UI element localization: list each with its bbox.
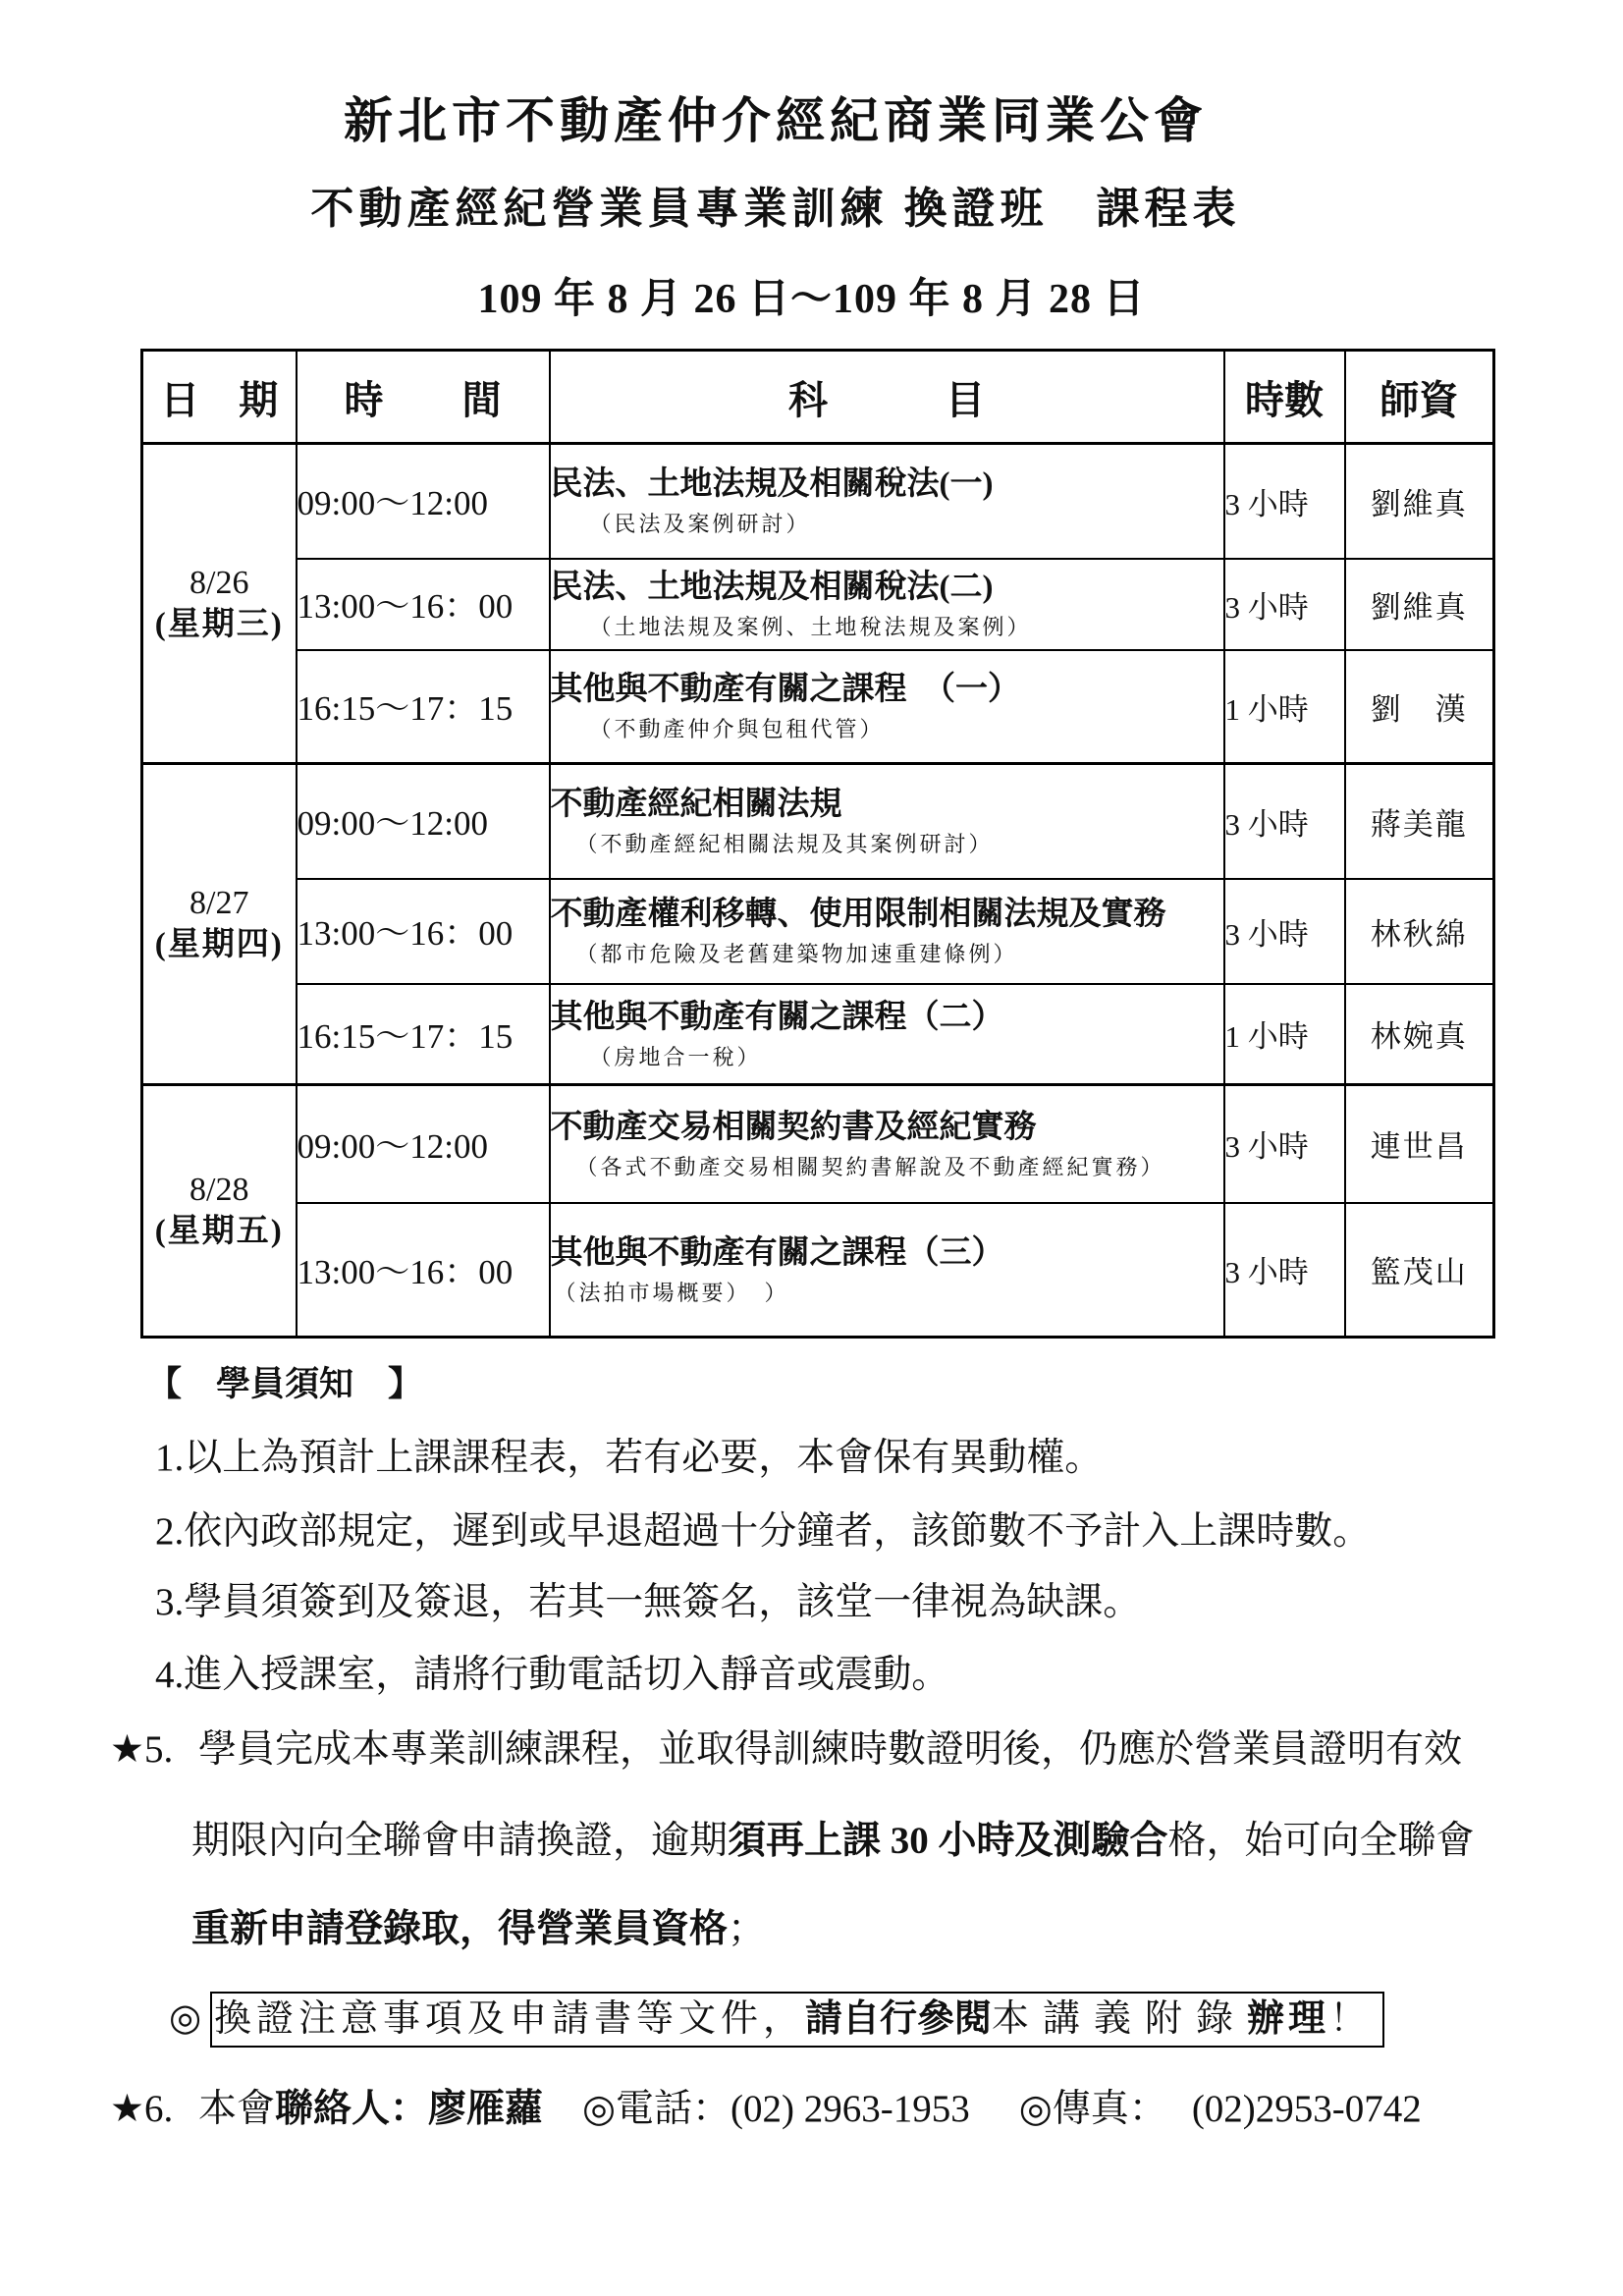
date-cell bbox=[142, 1085, 297, 1338]
table-row bbox=[142, 444, 1494, 559]
date-label: 8/28 bbox=[189, 1172, 249, 1208]
subject-cell bbox=[550, 984, 1224, 1085]
hours-cell: 3 小時 bbox=[1224, 879, 1345, 984]
notice-text-2-emphasis: 請自行參閱 bbox=[805, 1998, 993, 2040]
table-row bbox=[142, 1085, 1494, 1203]
date-cell bbox=[142, 764, 297, 1085]
subject-cell bbox=[550, 764, 1224, 879]
table-row bbox=[142, 1203, 1494, 1338]
notice-text-4-emphasis: 辦理 bbox=[1247, 1998, 1330, 2040]
subject-cell bbox=[550, 1085, 1224, 1203]
date-label: 8/26 bbox=[189, 564, 249, 601]
table-row bbox=[142, 764, 1494, 879]
note-item: 3.學員須簽到及簽退，若其一無簽名，該堂一律視為缺課。 bbox=[155, 1581, 1142, 1623]
subject-detail: （民法及案例研討） bbox=[589, 512, 811, 537]
subject-detail: （都市危險及老舊建築物加速重建條例） bbox=[575, 942, 1018, 966]
header-subject: 科 目 bbox=[550, 351, 1224, 444]
hours-cell: 3 小時 bbox=[1224, 559, 1345, 650]
notice-box bbox=[210, 1992, 1384, 2048]
time-cell: 16:15～17：15 bbox=[297, 984, 550, 1085]
header-time: 時 間 bbox=[297, 351, 550, 444]
subject-title: 不動產經紀相關法規 bbox=[550, 787, 842, 823]
subject-title: 不動產權利移轉、使用限制相關法規及實務 bbox=[550, 897, 1166, 932]
note-item-5-line-2 bbox=[191, 1818, 1475, 1865]
header-teacher: 師資 bbox=[1345, 351, 1494, 444]
subject-detail: （法拍市場概要） ） bbox=[554, 1280, 789, 1305]
time-cell: 13:00～16：00 bbox=[297, 1203, 550, 1338]
contact-prefix: 本會 bbox=[198, 2088, 276, 2130]
teacher-cell: 林婉真 bbox=[1345, 984, 1494, 1085]
teacher-cell: 劉維真 bbox=[1345, 444, 1494, 559]
weekday-label: (星期三) bbox=[154, 606, 284, 642]
hours-cell: 3 小時 bbox=[1224, 764, 1345, 879]
subject-detail: （土地法規及案例、土地稅法規及案例） bbox=[589, 615, 1032, 639]
hours-cell: 1 小時 bbox=[1224, 984, 1345, 1085]
notice-text-3: 本講義附錄 bbox=[992, 1998, 1248, 2040]
subject-cell bbox=[550, 650, 1224, 764]
note-5-text-2-emphasis: 須再上課 30 小時及測驗合 bbox=[728, 1820, 1168, 1862]
subject-cell bbox=[550, 559, 1224, 650]
subject-title: 不動產交易相關契約書及經紀實務 bbox=[550, 1109, 1037, 1145]
teacher-cell: 蔣美龍 bbox=[1345, 764, 1494, 879]
subject-cell bbox=[550, 444, 1224, 559]
table-header-row bbox=[142, 351, 1494, 444]
contact-person: 聯絡人：廖雁蘿 bbox=[275, 2088, 544, 2130]
org-title: 新北市不動產仲介經紀商業同業公會 bbox=[344, 93, 1208, 148]
notice-text-5: ！ bbox=[1329, 1998, 1368, 2040]
subject-title: 其他與不動產有關之課程 （一） bbox=[550, 672, 1020, 708]
table-row bbox=[142, 650, 1494, 764]
period-title: 109 年 8 月 26 日～109 年 8 月 28 日 bbox=[477, 277, 1146, 322]
contact-fax-label: ◎傳真： bbox=[1018, 2088, 1167, 2130]
weekday-label: (星期五) bbox=[154, 1214, 284, 1249]
time-cell: 09:00～12:00 bbox=[297, 1085, 550, 1203]
table-row bbox=[142, 879, 1494, 984]
note-item: 1.以上為預計上課課程表，若有必要，本會保有異動權。 bbox=[155, 1437, 1104, 1479]
date-cell bbox=[142, 444, 297, 764]
teacher-cell: 林秋綿 bbox=[1345, 879, 1494, 984]
time-cell: 13:00～16：00 bbox=[297, 559, 550, 650]
star-marker-6: ★6. bbox=[110, 2088, 174, 2130]
teacher-cell: 連世昌 bbox=[1345, 1085, 1494, 1203]
schedule-table bbox=[140, 349, 1495, 1339]
note-5-text-2a: 期限內向全聯會申請換證，逾期 bbox=[191, 1820, 729, 1862]
subject-title: 其他與不動產有關之課程（二） bbox=[550, 999, 1004, 1035]
subject-title: 民法、土地法規及相關稅法(一) bbox=[550, 466, 994, 503]
weekday-label: (星期四) bbox=[154, 927, 284, 962]
contact-fax: (02)2953-0742 bbox=[1191, 2088, 1422, 2130]
time-cell: 09:00～12:00 bbox=[297, 764, 550, 879]
header-date: 日 期 bbox=[142, 351, 297, 444]
notes-heading: 【 學員須知 】 bbox=[147, 1365, 423, 1403]
teacher-cell: 籃茂山 bbox=[1345, 1203, 1494, 1338]
time-cell: 13:00～16：00 bbox=[297, 879, 550, 984]
table-row bbox=[142, 984, 1494, 1085]
teacher-cell: 劉 漢 bbox=[1345, 650, 1494, 764]
table-row bbox=[142, 559, 1494, 650]
contact-line bbox=[110, 2086, 1422, 2133]
hours-cell: 3 小時 bbox=[1224, 1203, 1345, 1338]
date-label: 8/27 bbox=[189, 885, 249, 921]
teacher-cell: 劉維真 bbox=[1345, 559, 1494, 650]
hours-cell: 1 小時 bbox=[1224, 650, 1345, 764]
subject-detail: （不動產經紀相關法規及其案例研討） bbox=[575, 832, 994, 857]
subject-detail: （各式不動產交易相關契約書解說及不動產經紀實務） bbox=[575, 1154, 1165, 1179]
time-cell: 16:15～17：15 bbox=[297, 650, 550, 764]
header-hours: 時數 bbox=[1224, 351, 1345, 444]
subject-title: 其他與不動產有關之課程（三） bbox=[550, 1234, 1004, 1271]
contact-phone: ◎電話：(02) 2963-1953 bbox=[582, 2088, 970, 2130]
course-title: 不動產經紀營業員專業訓練 換證班 課程表 bbox=[310, 185, 1241, 233]
note-item-5-line-3 bbox=[191, 1906, 766, 1953]
note-5-text-2c: 格，始可向全聯會 bbox=[1167, 1820, 1475, 1862]
notice-text-1: 換證注意事項及申請書等文件， bbox=[214, 1998, 806, 2040]
note-5-text-3-emphasis: 重新申請登錄取，得營業員資格 bbox=[191, 1908, 729, 1950]
subject-cell bbox=[550, 879, 1224, 984]
note-item: 2.依內政部規定，遲到或早退超過十分鐘者，該節數不予計入上課時數。 bbox=[155, 1510, 1372, 1553]
hours-cell: 3 小時 bbox=[1224, 1085, 1345, 1203]
double-circle-icon: ◎ bbox=[169, 1997, 202, 2039]
star-marker-5: ★5. bbox=[110, 1728, 174, 1771]
subject-detail: （房地合一稅） bbox=[589, 1044, 762, 1069]
subject-detail: （不動產仲介與包租代管） bbox=[589, 717, 885, 742]
hours-cell: 3 小時 bbox=[1224, 444, 1345, 559]
note-item: 4.進入授課室，請將行動電話切入靜音或震動。 bbox=[155, 1654, 950, 1696]
note-5-text-1: 學員完成本專業訓練課程，並取得訓練時數證明後，仍應於營業員證明有效 bbox=[198, 1728, 1463, 1771]
time-cell: 09:00～12:00 bbox=[297, 444, 550, 559]
note-item-5-line-1 bbox=[110, 1726, 1462, 1774]
subject-cell bbox=[550, 1203, 1224, 1338]
note-5-text-3b: ； bbox=[728, 1908, 767, 1950]
subject-title: 民法、土地法規及相關稅法(二) bbox=[550, 570, 994, 605]
